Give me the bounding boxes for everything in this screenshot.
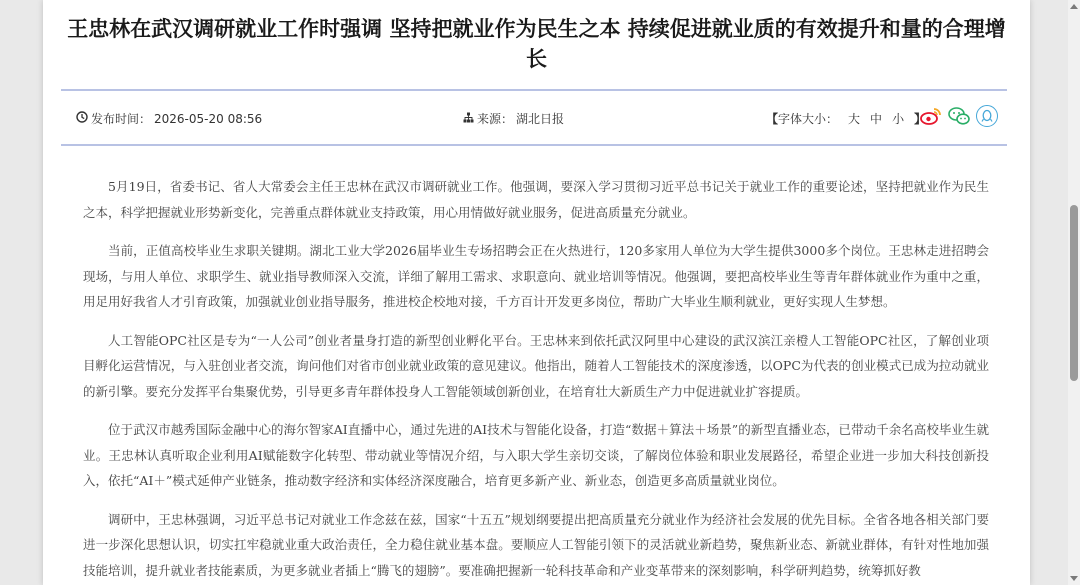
article-paragraph: 当前，正值高校毕业生求职关键期。湖北工业大学2026届毕业生专场招聘会正在火热进行，120多家用人单位为大学生提供3000多个岗位。王忠林走进招聘会现场，与用人单位、求职学生、就业指导教师深入交流，详细了解用工需求、求职意向、就业培训等情况。他强调，要把高校毕业生等青年群体就业作为重中之重，用足用好我省人才引育政策，加强就业创业指导服务，推进校企校地对接，千方百计开发更多岗位，帮助广大毕业生顺利就业，更好实现人生梦想。 — [83, 243, 989, 309]
vertical-scrollbar[interactable] — [1068, 0, 1080, 585]
scroll-down-icon[interactable] — [1070, 576, 1078, 581]
article-paragraph: 位于武汉市越秀国际金融中心的海尔智家AI直播中心，通过先进的AI技术与智能化设备，打造“数据＋算法＋场景”的新型直播业态，已带动千余名高校毕业生就业。王忠林认真听取企业利用AI赋能数字化转型、带动就业等情况介绍，与入职大学生亲切交谈，了解岗位体验和职业发展路径，希望企业进一步加大科技创新投入，依托“AI＋”模式延伸产业链条，推动数字经济和实体经济深度融合，培育更多新产业、新业态，创造更多高质量就业岗位。 — [83, 422, 989, 488]
scroll-up-icon[interactable] — [1070, 4, 1078, 9]
scrollbar-thumb[interactable] — [1070, 205, 1078, 381]
article-paragraph: 5月19日，省委书记、省人大常委会主任王忠林在武汉市调研就业工作。他强调，要深入学习贯彻习近平总书记关于就业工作的重要论述，坚持把就业作为民生之本，科学把握就业形势新变化，完善重点群体就业支持政策，用心用情做好就业服务，促进高质量充分就业。 — [83, 179, 989, 220]
source-label: 来源： — [477, 112, 514, 126]
share-buttons — [919, 104, 999, 128]
font-size-label: 字体大小： — [778, 112, 839, 126]
publish-time-value: 2026-05-20 08:56 — [154, 111, 263, 126]
font-size-medium-button[interactable]: 中 — [870, 112, 883, 126]
font-size-large-button[interactable]: 大 — [848, 112, 861, 126]
article-body — [83, 174, 989, 585]
article-page — [43, 0, 1030, 585]
bracket-open: 【 — [766, 112, 779, 126]
article-title: 王忠林在武汉调研就业工作时强调 坚持把就业作为民生之本 持续促进就业质的有效提升和量的合理增长 — [67, 17, 1006, 71]
article-source — [463, 110, 564, 127]
article-paragraph: 人工智能OPC社区是专为“一人公司”创业者量身打造的新型创业孵化平台。王忠林来到依托武汉阿里中心建设的武汉滨江亲橙人工智能OPC社区，了解创业项目孵化运营情况，与入驻创业者交流，询问他们对省市创业就业政策的意见建议。他指出，随着人工智能技术的深度渗透，以OPC为代表的创业模式已成为拉动就业的新引擎。要充分发挥平台集聚优势，引导更多青年群体投身人工智能领域创新创业，在培育壮大新质生产力中促进就业扩容提质。 — [83, 332, 989, 399]
article-paragraph: 调研中，王忠林强调，习近平总书记对就业工作念兹在兹，国家“十五五”规划纲要提出把高质量充分就业作为经济社会发展的优先目标。全省各地各相关部门要进一步深化思想认识，切实扛牢稳就业重大政治责任，全力稳住就业基本盘。要顺应人工智能引领下的灵活就业新趋势，聚焦新业态、新就业群体，有针对性地加强技能培训，提升就业者技能素质，为更多就业者插上“腾飞的翅膀”。要准确把握新一轮科技革命和产业变革带来的深刻影响，科学研判趋势，统筹抓好教 — [83, 511, 989, 578]
article-meta — [61, 104, 1007, 132]
weibo-icon[interactable] — [919, 104, 943, 128]
sitemap-icon — [463, 112, 474, 126]
publish-time — [76, 110, 262, 127]
clock-icon — [76, 111, 88, 126]
wechat-icon[interactable] — [947, 104, 971, 128]
source-name: 湖北日报 — [516, 112, 565, 126]
font-size-small-button[interactable]: 小 — [892, 112, 905, 126]
divider-top — [61, 89, 1007, 91]
divider-bottom — [61, 144, 1007, 146]
bracket-close: 】 — [914, 112, 927, 126]
font-size-control — [766, 110, 926, 127]
publish-label: 发布时间： — [91, 112, 152, 126]
qq-icon[interactable] — [975, 104, 999, 128]
